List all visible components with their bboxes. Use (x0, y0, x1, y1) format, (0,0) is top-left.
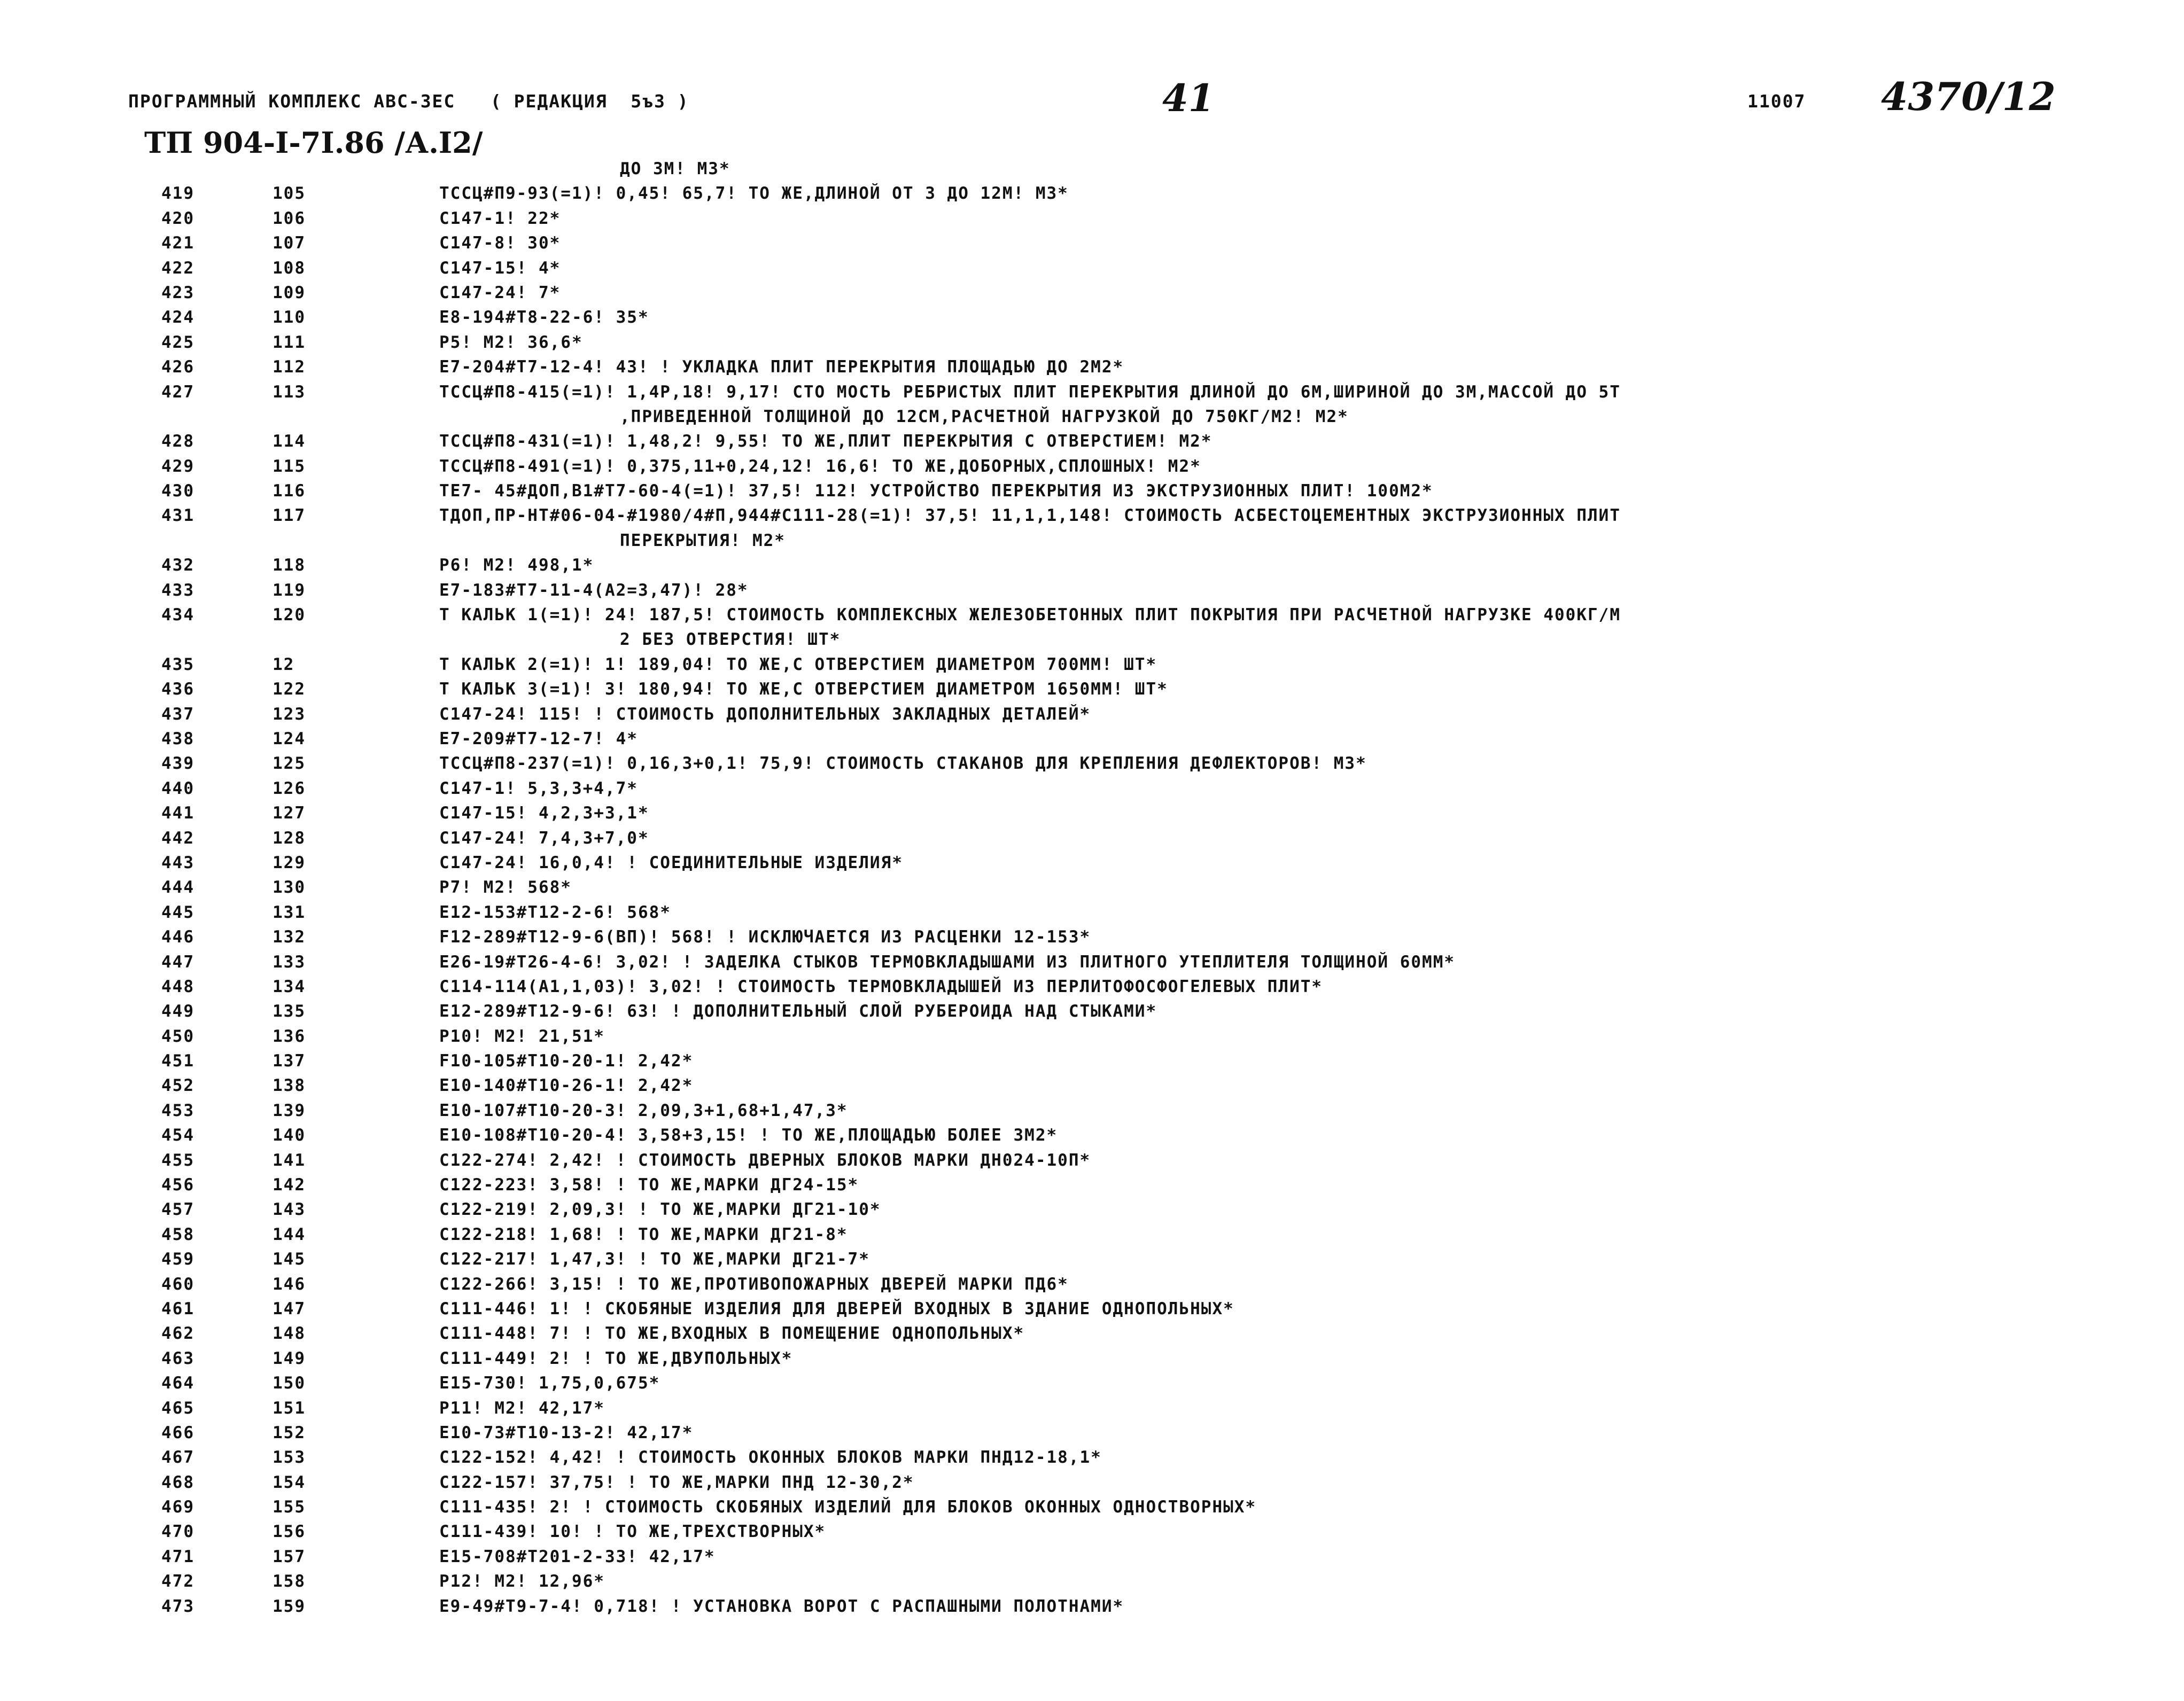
listing-row (0, 801, 2184, 825)
line-number: 451 (161, 1051, 195, 1071)
record-number: 147 (273, 1299, 306, 1318)
record-text: F10-105#Т10-20-1! 2,42* (439, 1051, 694, 1071)
listing-continuation-row (0, 404, 2184, 429)
record-text: F12-289#Т12-9-6(ВП)! 568! ! ИСКЛЮЧАЕТСЯ ИЗ РАСЦЕНКИ 12-153* (439, 927, 1091, 947)
record-number: 123 (273, 704, 306, 724)
listing-row (0, 503, 2184, 528)
record-text: ТССЦ#П8-415(=1)! 1,4Р,18! 9,17! СТО МОСТЬ РЕБРИСТЫХ ПЛИТ ПЕРЕКРЫТИЯ ДЛИНОЙ ДО 6М,ШИРИНОЙ ДО 3М,МАССОЙ ДО 5Т (439, 382, 1621, 402)
record-number: 151 (273, 1398, 306, 1418)
line-number: 438 (161, 729, 195, 748)
line-number: 436 (161, 680, 195, 699)
page-header (0, 74, 2184, 123)
record-number: 157 (273, 1547, 306, 1566)
line-number: 422 (161, 258, 195, 278)
record-text: Е9-49#Т9-7-4! 0,718! ! УСТАНОВКА ВОРОТ С РАСПАШНЫМИ ПОЛОТНАМИ* (439, 1596, 1124, 1616)
line-number: 460 (161, 1274, 195, 1294)
listing-row (0, 1519, 2184, 1544)
record-text: Е10-108#Т10-20-4! 3,58+3,15! ! ТО ЖЕ,ПЛОЩАДЬЮ БОЛЕЕ 3М2* (439, 1126, 1058, 1145)
record-number: 142 (273, 1175, 306, 1195)
record-number: 135 (273, 1002, 306, 1021)
line-number: 453 (161, 1101, 195, 1120)
line-number: 465 (161, 1398, 195, 1418)
record-text: С122-218! 1,68! ! ТО ЖЕ,МАРКИ ДГ21-8* (439, 1224, 848, 1244)
record-number: 107 (273, 233, 306, 253)
record-number: 144 (273, 1224, 306, 1244)
line-number: 434 (161, 605, 195, 625)
record-number: 153 (273, 1448, 306, 1468)
line-number: 445 (161, 902, 195, 922)
listing-row (0, 305, 2184, 330)
record-number: 131 (273, 902, 306, 922)
record-text: Е10-73#Т10-13-2! 42,17* (439, 1423, 694, 1442)
record-text: С114-114(А1,1,03)! 3,02! ! СТОИМОСТЬ ТЕРМОВКЛАДЫШЕЙ ИЗ ПЕРЛИТОФОСФОГЕЛЕВЫХ ПЛИТ* (439, 977, 1323, 996)
listing-row (0, 850, 2184, 875)
record-number: 125 (273, 754, 306, 774)
record-number: 105 (273, 184, 306, 204)
record-number: 152 (273, 1423, 306, 1442)
record-text: С111-449! 2! ! ТО ЖЕ,ДВУПОЛЬНЫХ* (439, 1348, 793, 1368)
listing-row (0, 1594, 2184, 1619)
line-number: 470 (161, 1522, 195, 1542)
listing-continuation-row (0, 627, 2184, 652)
record-number: 127 (273, 803, 306, 823)
record-text: С122-274! 2,42! ! СТОИМОСТЬ ДВЕРНЫХ БЛОКОВ МАРКИ ДН024-10П* (439, 1150, 1091, 1170)
listing-row (0, 330, 2184, 355)
listing-row (0, 206, 2184, 231)
record-text: Т КАЛЬК 3(=1)! 3! 180,94! ТО ЖЕ,С ОТВЕРСТИЕМ ДИАМЕТРОМ 1650ММ! ШТ* (439, 680, 1168, 699)
record-number: 124 (273, 729, 306, 748)
line-number: 462 (161, 1324, 195, 1344)
record-text: ПЕРЕКРЫТИЯ! М2* (620, 530, 786, 550)
document-id: ТП 904-I-7I.86 /А.I2/ (144, 126, 483, 160)
listing-row (0, 925, 2184, 949)
record-number: 106 (273, 208, 306, 228)
record-text: С147-24! 16,0,4! ! СОЕДИНИТЕЛЬНЫЕ ИЗДЕЛИЯ* (439, 853, 903, 872)
listing-row (0, 1297, 2184, 1321)
listing-row (0, 1346, 2184, 1371)
line-number: 431 (161, 506, 195, 526)
record-number: 138 (273, 1076, 306, 1096)
listing-row (0, 751, 2184, 776)
record-text: Р12! М2! 12,96* (439, 1572, 605, 1591)
record-number: 154 (273, 1472, 306, 1492)
line-number: 449 (161, 1002, 195, 1021)
listing-row (0, 999, 2184, 1024)
line-number: 421 (161, 233, 195, 253)
record-number: 108 (273, 258, 306, 278)
listing-row (0, 355, 2184, 379)
line-number: 437 (161, 704, 195, 724)
listing-row (0, 1421, 2184, 1445)
record-number: 113 (273, 382, 306, 402)
record-text: С147-8! 30* (439, 233, 561, 253)
listing-row (0, 950, 2184, 974)
document-code: 11007 (1747, 91, 1806, 112)
record-text: Е7-209#Т7-12-7! 4* (439, 729, 638, 748)
record-text: ТССЦ#П9-93(=1)! 0,45! 65,7! ТО ЖЕ,ДЛИНОЙ ОТ 3 ДО 12М! М3* (439, 184, 1069, 204)
listing-row (0, 1321, 2184, 1346)
record-text: С122-157! 37,75! ! ТО ЖЕ,МАРКИ ПНД 12-30,2* (439, 1472, 914, 1492)
line-number: 459 (161, 1250, 195, 1269)
record-number: 158 (273, 1572, 306, 1591)
listing-continuation-row (0, 157, 2184, 181)
record-text: Е7-204#Т7-12-4! 43! ! УКЛАДКА ПЛИТ ПЕРЕКРЫТИЯ ПЛОЩАДЬЮ ДО 2М2* (439, 357, 1124, 377)
record-text: С147-24! 7* (439, 283, 561, 302)
record-number: 149 (273, 1348, 306, 1368)
listing-row (0, 603, 2184, 627)
listing-row (0, 429, 2184, 454)
line-number: 447 (161, 952, 195, 972)
listing-row (0, 256, 2184, 280)
line-number: 464 (161, 1374, 195, 1393)
listing-row (0, 181, 2184, 206)
line-number: 428 (161, 432, 195, 451)
line-number: 467 (161, 1448, 195, 1468)
record-number: 109 (273, 283, 306, 302)
listing-row (0, 380, 2184, 404)
record-number: 143 (273, 1200, 306, 1220)
listing-row (0, 1396, 2184, 1421)
line-number: 473 (161, 1596, 195, 1616)
record-text: С122-219! 2,09,3! ! ТО ЖЕ,МАРКИ ДГ21-10* (439, 1200, 881, 1220)
record-number: 126 (273, 778, 306, 798)
listing-row (0, 1222, 2184, 1247)
program-title: ПРОГРАММНЫЙ КОМПЛЕКС АВС-3ЕС ( РЕДАКЦИЯ 5ъ3 ) (128, 91, 689, 112)
record-text: Е26-19#Т26-4-6! 3,02! ! ЗАДЕЛКА СТЫКОВ ТЕРМОВКЛАДЫШАМИ ИЗ ПЛИТНОГО УТЕПЛИТЕЛЯ ТОЛЩИНОЙ 60ММ* (439, 952, 1456, 972)
record-number: 119 (273, 580, 306, 600)
line-number: 448 (161, 977, 195, 996)
record-text: С111-435! 2! ! СТОИМОСТЬ СКОБЯНЫХ ИЗДЕЛИЙ ДЛЯ БЛОКОВ ОКОННЫХ ОДНОСТВОРНЫХ* (439, 1497, 1257, 1517)
record-number: 130 (273, 878, 306, 898)
listing-row (0, 677, 2184, 701)
record-text: С122-223! 3,58! ! ТО ЖЕ,МАРКИ ДГ24-15* (439, 1175, 859, 1195)
record-number: 129 (273, 853, 306, 872)
record-number: 132 (273, 927, 306, 947)
record-number: 111 (273, 332, 306, 352)
listing-row (0, 1024, 2184, 1049)
record-number: 136 (273, 1026, 306, 1046)
record-text: Р7! М2! 568* (439, 878, 572, 898)
listing-row (0, 1272, 2184, 1297)
record-text: Е12-289#Т12-9-6! 63! ! ДОПОЛНИТЕЛЬНЫЙ СЛОЙ РУБЕРОИДА НАД СТЫКАМИ* (439, 1002, 1157, 1021)
listing-row (0, 1123, 2184, 1148)
record-text: С122-266! 3,15! ! ТО ЖЕ,ПРОТИВОПОЖАРНЫХ ДВЕРЕЙ МАРКИ ПД6* (439, 1274, 1069, 1294)
record-number: 128 (273, 828, 306, 848)
record-text: ТССЦ#П8-491(=1)! 0,375,11+0,24,12! 16,6! ТО ЖЕ,ДОБОРНЫХ,СПЛОШНЫХ! М2* (439, 456, 1201, 476)
record-text: С147-24! 7,4,3+7,0* (439, 828, 649, 848)
line-number: 461 (161, 1299, 195, 1318)
listing-table (0, 157, 2184, 1619)
record-text: С111-448! 7! ! ТО ЖЕ,ВХОДНЫХ В ПОМЕЩЕНИЕ ОДНОПОЛЬНЫХ* (439, 1324, 1025, 1344)
listing-row (0, 1073, 2184, 1098)
line-number: 456 (161, 1175, 195, 1195)
line-number: 444 (161, 878, 195, 898)
record-text: ,ПРИВЕДЕННОЙ ТОЛЩИНОЙ ДО 12СМ,РАСЧЕТНОЙ НАГРУЗКОЙ ДО 750КГ/М2! М2* (620, 407, 1349, 426)
line-number: 443 (161, 853, 195, 872)
line-number: 429 (161, 456, 195, 476)
record-number: 133 (273, 952, 306, 972)
listing-row (0, 1098, 2184, 1123)
line-number: 457 (161, 1200, 195, 1220)
listing-row (0, 1495, 2184, 1519)
listing-row (0, 454, 2184, 479)
record-number: 141 (273, 1150, 306, 1170)
line-number: 471 (161, 1547, 195, 1566)
listing-row (0, 652, 2184, 677)
record-text: С147-15! 4,2,3+3,1* (439, 803, 649, 823)
record-number: 122 (273, 680, 306, 699)
record-number: 112 (273, 357, 306, 377)
listing-row (0, 776, 2184, 801)
record-number: 137 (273, 1051, 306, 1071)
line-number: 423 (161, 283, 195, 302)
record-text: Е15-708#Т201-2-33! 42,17* (439, 1547, 716, 1566)
record-text: Е8-194#Т8-22-6! 35* (439, 308, 649, 327)
record-number: 156 (273, 1522, 306, 1542)
listing-row (0, 1569, 2184, 1594)
listing-row (0, 1470, 2184, 1495)
record-number: 139 (273, 1101, 306, 1120)
record-number: 117 (273, 506, 306, 526)
record-text: Е10-107#Т10-20-3! 2,09,3+1,68+1,47,3* (439, 1101, 848, 1120)
line-number: 469 (161, 1497, 195, 1517)
line-number: 466 (161, 1423, 195, 1442)
listing-row (0, 1247, 2184, 1271)
listing-row (0, 1371, 2184, 1395)
record-number: 146 (273, 1274, 306, 1294)
line-number: 426 (161, 357, 195, 377)
listing-row (0, 479, 2184, 503)
record-text: ТССЦ#П8-431(=1)! 1,48,2! 9,55! ТО ЖЕ,ПЛИТ ПЕРЕКРЫТИЯ С ОТВЕРСТИЕМ! М2* (439, 432, 1213, 451)
record-text: С122-217! 1,47,3! ! ТО ЖЕ,МАРКИ ДГ21-7* (439, 1250, 870, 1269)
record-number: 115 (273, 456, 306, 476)
listing-row (0, 1197, 2184, 1222)
record-text: Р5! М2! 36,6* (439, 332, 583, 352)
record-text: С147-15! 4* (439, 258, 561, 278)
record-text: С147-24! 115! ! СТОИМОСТЬ ДОПОЛНИТЕЛЬНЫХ ЗАКЛАДНЫХ ДЕТАЛЕЙ* (439, 704, 1091, 724)
record-text: Е12-153#Т12-2-6! 568* (439, 902, 671, 922)
line-number: 420 (161, 208, 195, 228)
listing-row (0, 1544, 2184, 1569)
record-text: Р6! М2! 498,1* (439, 556, 594, 575)
record-number: 120 (273, 605, 306, 625)
record-text: Е7-183#Т7-11-4(А2=3,47)! 28* (439, 580, 749, 600)
listing-row (0, 578, 2184, 603)
listing-row (0, 553, 2184, 578)
line-number: 454 (161, 1126, 195, 1145)
record-number: 116 (273, 481, 306, 501)
record-number: 148 (273, 1324, 306, 1344)
record-text: С111-446! 1! ! СКОБЯНЫЕ ИЗДЕЛИЯ ДЛЯ ДВЕРЕЙ ВХОДНЫХ В ЗДАНИЕ ОДНОПОЛЬНЫХ* (439, 1299, 1234, 1318)
line-number: 433 (161, 580, 195, 600)
listing-continuation-row (0, 528, 2184, 553)
record-text: Т КАЛЬК 2(=1)! 1! 189,04! ТО ЖЕ,С ОТВЕРСТИЕМ ДИАМЕТРОМ 700ММ! ШТ* (439, 654, 1157, 674)
listing-row (0, 1445, 2184, 1470)
listing-row (0, 974, 2184, 999)
record-text: ТДОП,ПР-НТ#06-04-#1980/4#П,944#С111-28(=1)! 37,5! 11,1,1,148! СТОИМОСТЬ АСБЕСТОЦЕМЕНТНЫХ ЭКСТРУЗИОННЫХ ПЛИТ (439, 506, 1621, 526)
record-text: Р11! М2! 42,17* (439, 1398, 605, 1418)
record-number: 134 (273, 977, 306, 996)
line-number: 452 (161, 1076, 195, 1096)
record-text: ТЕ7- 45#ДОП,В1#Т7-60-4(=1)! 37,5! 112! УСТРОЙСТВО ПЕРЕКРЫТИЯ ИЗ ЭКСТРУЗИОННЫХ ПЛИТ! 100М2* (439, 481, 1433, 501)
sheet-number: 4370/12 (1881, 74, 2056, 119)
line-number: 441 (161, 803, 195, 823)
line-number: 442 (161, 828, 195, 848)
line-number: 424 (161, 308, 195, 327)
line-number: 458 (161, 1224, 195, 1244)
line-number: 440 (161, 778, 195, 798)
record-number: 159 (273, 1596, 306, 1616)
line-number: 446 (161, 927, 195, 947)
record-text: Р10! М2! 21,51* (439, 1026, 605, 1046)
line-number: 455 (161, 1150, 195, 1170)
record-number: 145 (273, 1250, 306, 1269)
listing-row (0, 826, 2184, 850)
listing-row (0, 727, 2184, 751)
line-number: 430 (161, 481, 195, 501)
record-text: ТССЦ#П8-237(=1)! 0,16,3+0,1! 75,9! СТОИМОСТЬ СТАКАНОВ ДЛЯ КРЕПЛЕНИЯ ДЕФЛЕКТОРОВ! М3* (439, 754, 1367, 774)
record-number: 12 (273, 654, 295, 674)
record-text: Е15-730! 1,75,0,675* (439, 1374, 660, 1393)
listing-row (0, 1049, 2184, 1073)
record-number: 118 (273, 556, 306, 575)
line-number: 450 (161, 1026, 195, 1046)
record-text: С122-152! 4,42! ! СТОИМОСТЬ ОКОННЫХ БЛОКОВ МАРКИ ПНД12-18,1* (439, 1448, 1102, 1468)
record-text: С147-1! 5,3,3+4,7* (439, 778, 638, 798)
record-text: С147-1! 22* (439, 208, 561, 228)
listing-row (0, 231, 2184, 255)
line-number: 427 (161, 382, 195, 402)
record-text: Е10-140#Т10-26-1! 2,42* (439, 1076, 694, 1096)
listing-row (0, 1148, 2184, 1173)
line-number: 468 (161, 1472, 195, 1492)
record-text: 2 БЕЗ ОТВЕРСТИЯ! ШТ* (620, 630, 841, 650)
line-number: 419 (161, 184, 195, 204)
record-text: Т КАЛЬК 1(=1)! 24! 187,5! СТОИМОСТЬ КОМПЛЕКСНЫХ ЖЕЛЕЗОБЕТОННЫХ ПЛИТ ПОКРЫТИЯ ПРИ РАСЧЕТНОЙ НАГРУЗКЕ 400КГ/М (439, 605, 1621, 625)
line-number: 472 (161, 1572, 195, 1591)
line-number: 432 (161, 556, 195, 575)
record-number: 155 (273, 1497, 306, 1517)
line-number: 439 (161, 754, 195, 774)
listing-row (0, 900, 2184, 925)
listing-row (0, 1173, 2184, 1197)
record-number: 114 (273, 432, 306, 451)
record-number: 140 (273, 1126, 306, 1145)
record-number: 110 (273, 308, 306, 327)
record-text: С111-439! 10! ! ТО ЖЕ,ТРЕХСТВОРНЫХ* (439, 1522, 826, 1542)
listing-row (0, 280, 2184, 305)
record-text: ДО 3М! М3* (620, 159, 730, 178)
page-number: 41 (1162, 76, 1215, 120)
line-number: 435 (161, 654, 195, 674)
line-number: 425 (161, 332, 195, 352)
listing-row (0, 702, 2184, 727)
record-number: 150 (273, 1374, 306, 1393)
listing-row (0, 875, 2184, 900)
line-number: 463 (161, 1348, 195, 1368)
